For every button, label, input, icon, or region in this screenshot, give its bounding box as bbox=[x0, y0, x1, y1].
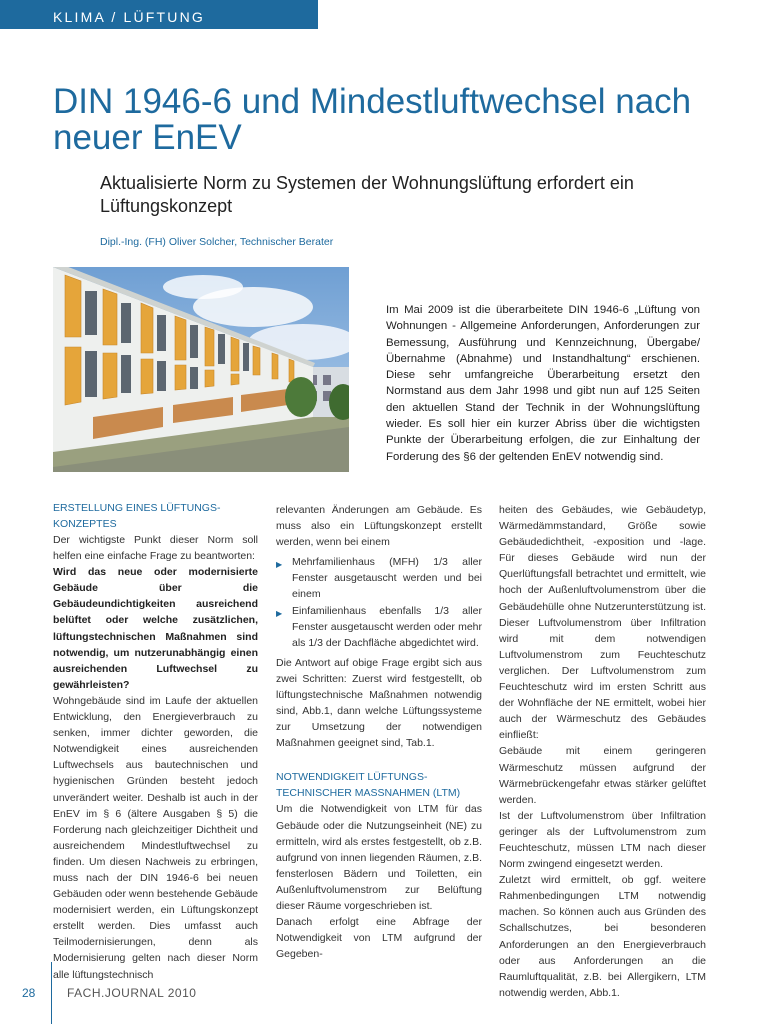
column-3 bbox=[499, 502, 706, 1001]
paragraph: Die Antwort auf obige Frage ergibt sich aus zwei Schritten: Zuerst wird festgestellt, ob lüftungstechnische Maßnahmen notwendig sind, Abb.1, dann welche Lüftungssysteme zur Umsetzung der notwendigen Maßnahmen geeignet sind, Tab.1. bbox=[276, 656, 482, 750]
paragraph: Ist der Luftvolumenstrom über Infiltration geringer als der Luftvolumenstrom zum Feuchteschutz, müssen LTM nach dieser Norm zwingend eingesetzt werden. bbox=[499, 809, 706, 871]
article-subtitle: Aktualisierte Norm zu Systemen der Wohnungslüftung erfordert ein Lüftungskonzept bbox=[100, 173, 634, 216]
paragraph: heiten des Gebäudes, wie Gebäudetyp, Wärmedämmstandard, Größe sowie Gebäudedichtheit, -exposition und -lage. Für dieses Gebäude wird nun der Querlüftungsfall betrachtet und ermittelt, wie hoch der Außenluftvolumenstrom über die Gebäudehülle ohne Nutzerunterstützung ist. Dieser Luftvolumenstrom über Infiltration wird mit dem notwendigen Luftvolumenstrom zum Feuchteschutz verglichen. Der Luftvolumenstrom zum Feuchteschutz wird im ersten Schritt aus der Wohnfläche der NE ermittelt, wobei hier auch der Wärmeschutz des Gebäudes einfließt: bbox=[499, 504, 706, 742]
journal-name: FACH.JOURNAL 2010 bbox=[67, 986, 197, 1000]
column-1 bbox=[53, 500, 258, 983]
list-item: ▶ Mehrfamilienhaus (MFH) 1/3 aller Fenster ausgetauscht werden und bei einem bbox=[276, 556, 482, 601]
column-2 bbox=[276, 502, 482, 962]
page-number: 28 bbox=[22, 986, 36, 1000]
building-photo bbox=[53, 267, 349, 472]
intro-paragraph: Im Mai 2009 ist die überarbeitete DIN 1946-6 „Lüftung von Wohnungen - Allgemeine Anforderungen, Anforderungen zur Bemessung, Ausführung und Kennzeichnung, Übergabe/Übernahme (Abnahme) und Instandhaltung“ erschienen. Diese sehr umfangreiche Überarbeitung ersetzt den Normstand aus dem Jahr 1998 und gibt nun auf 125 Seiten den aktuellen Stand der Technik in der Wohnungslüftung wieder. Es soll hier ein kurzer Abriss über die wichtigsten Punkte der Überarbeitung erfolgen, die zur Einhaltung der Forderung des §6 der geltenden EnEV notwendig sind. bbox=[386, 304, 700, 463]
section-heading: ERSTELLUNG EINES LÜFTUNGS-KONZEPTES bbox=[53, 502, 221, 530]
paragraph: relevanten Änderungen am Gebäude. Es muss also ein Lüftungskonzept erstellt werden, wenn bei einem bbox=[276, 504, 482, 549]
section-heading: NOTWENDIGKEIT LÜFTUNGS-TECHNISCHER MASSNAHMEN (LTM) bbox=[276, 771, 461, 800]
paragraph: Um die Notwendigkeit von LTM für das Gebäude oder die Nutzungseinheit (NE) zu ermitteln, wird als erstes festgestellt, ob z.B. aufgrund von innen liegenden Räumen, z.B. fensterlosen Bädern und Toiletten, ein Außenluftvolumenstrom zur Belüftung dieser Räume vorgeschrieben ist. bbox=[276, 803, 482, 912]
paragraph: Wohngebäude sind im Laufe der aktuellen Entwicklung, den Energieverbrauch zu senken, immer dichter geworden, die Notwendigkeit eines ausreichenden Luftwechsels aus bautechnischen und hygienischen Gründen besteht jedoch unverändert weiter. Deshalb ist auch in der EnEV im § 6 (ältere Ausgaben § 5) die Forderung nach gleichzeitiger Dichtheit und ausreichendem Mindestluftwechsel zu finden. Um diesen Nachweis zu erbringen, muss nach der DIN 1946-6 bei neuen Gebäuden oder wenn bestehende Gebäude modernisiert werden, ein Lüftungskonzept erstellt werden. Dies umfasst auch Teilmodernisierungen, denn als Modernisierung gelten nach dieser Norm alle lüftungstechnisch bbox=[53, 694, 258, 981]
paragraph: Zuletzt wird ermittelt, ob ggf. weitere Rahmenbedingungen LTM notwendig machen. So können auch aus Gründen des Schallschutzes, bei besonderen Anforderungen an den Energieverbrauch oder aus Anforderungen an die Raumluftqualität, z.B. bei Allergikern, LTM notwendig werden, Abb.1. bbox=[499, 874, 706, 999]
bullet-triangle-icon: ▶ bbox=[276, 560, 283, 570]
bullet-triangle-icon: ▶ bbox=[276, 608, 283, 618]
footer-divider bbox=[51, 962, 52, 1024]
paragraph: Danach erfolgt eine Abfrage der Notwendigkeit von LTM aufgrund der Gegeben- bbox=[276, 916, 482, 961]
list-item: ▶ Einfamilienhaus ebenfalls 1/3 aller Fenster ausgetauscht werden oder mehr als 1/3 der Dachfläche abgedichtet wird. bbox=[276, 604, 482, 649]
paragraph: Gebäude mit einem geringeren Wärmeschutz müssen aufgrund der Wärmebrückengefahr etwas stärker gelüftet werden. bbox=[499, 745, 706, 806]
article-title: DIN 1946-6 und Mindestluftwechsel nach neuer EnEV bbox=[53, 82, 692, 157]
paragraph: Der wichtigste Punkt dieser Norm soll helfen eine einfache Frage zu beantworten: bbox=[53, 534, 258, 563]
key-question: Wird das neue oder modernisierte Gebäude über die Gebäudeundichtigkeiten ausreichend belüftet oder welche zusätzlichen, lüftungstechnischen Maßnahmen sind notwendig, um nutzerunabhängig einen ausreichenden Luftwechsel zu gewährleisten? bbox=[53, 566, 258, 691]
bullet-list bbox=[276, 554, 482, 651]
author-byline: Dipl.-Ing. (FH) Oliver Solcher, Technischer Berater bbox=[100, 236, 334, 248]
section-tab: KLIMA / LÜFTUNG bbox=[0, 0, 318, 29]
